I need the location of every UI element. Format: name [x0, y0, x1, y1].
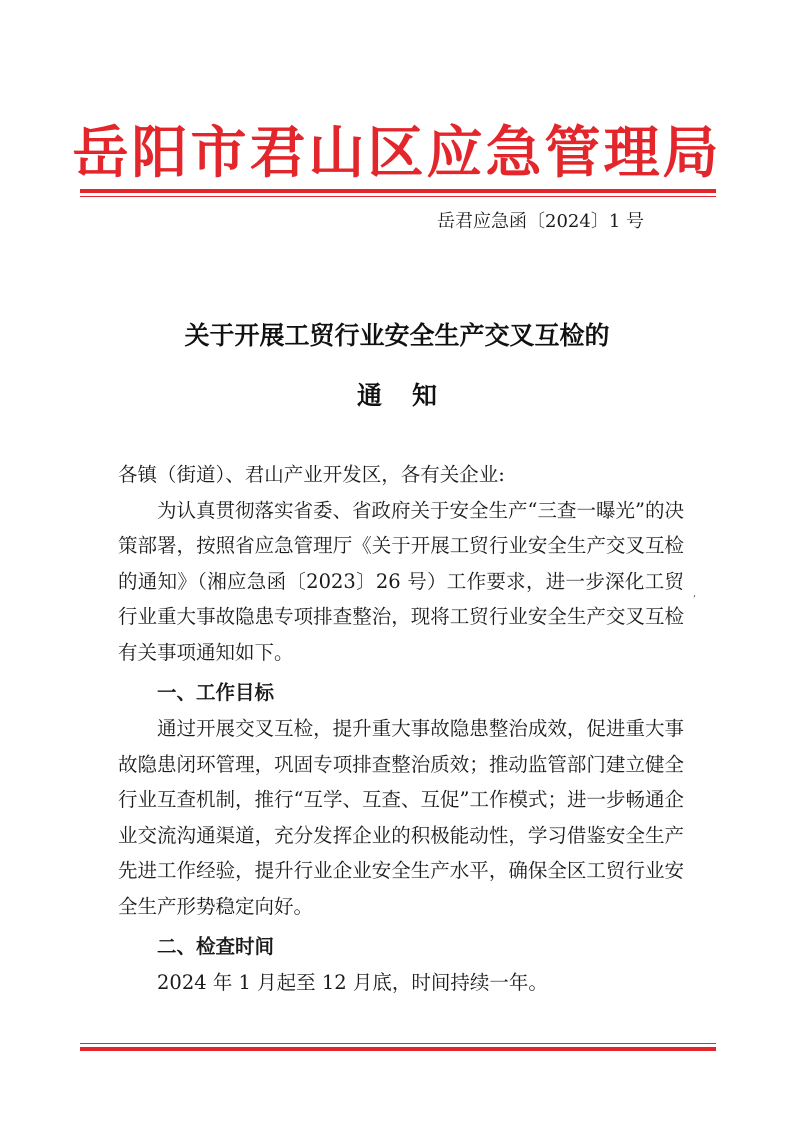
document-number: 岳君应急函〔2024〕1 号: [437, 211, 644, 232]
intro-paragraph: 为认真贯彻落实省委、省政府关于安全生产“三查一曝光”的决策部署，按照省应急管理厅《关于开展工贸行业安全生产交叉互检的通知》（湘应急函〔2023〕26 号）工作要求，进一步深化工贸行业重大事故隐患专项排查整治，现将工贸行业安全生产交叉互检有关事项通知如下。: [118, 498, 684, 664]
document-title-line1: 关于开展工贸行业安全生产交叉互检的: [184, 321, 610, 350]
letterhead-rule-thick: [80, 189, 716, 193]
scan-speck: ,: [693, 588, 697, 599]
section1-heading: 一、工作目标: [157, 681, 275, 704]
section2-heading: 二、检查时间: [157, 935, 275, 958]
letterhead-title: 岳阳市君山区应急管理局: [72, 120, 722, 186]
addressee: 各镇（街道）、君山产业开发区，各有关企业:: [118, 463, 505, 486]
section1-paragraph: 通过开展交叉互检，提升重大事故隐患整治成效，促进重大事故隐患闭环管理，巩固专项排查整治质效；推动监管部门建立健全行业互查机制，推行“互学、互查、互促”工作模式；进一步畅通企业交流沟通渠道，充分发挥企业的积极能动性，学习借鉴安全生产先进工作经验，提升行业企业安全生产水平，确保全区工贸行业安全生产形势稳定向好。: [118, 717, 684, 918]
section2-paragraph: 2024 年 1 月起至 12 月底，时间持续一年。: [157, 971, 548, 994]
document-body: [118, 457, 684, 1001]
document-title-line2: 通知: [356, 381, 467, 410]
footer-rule-thin: [80, 1043, 716, 1044]
letterhead-rule-thin: [80, 196, 716, 197]
footer-rule-thick: [80, 1047, 716, 1051]
